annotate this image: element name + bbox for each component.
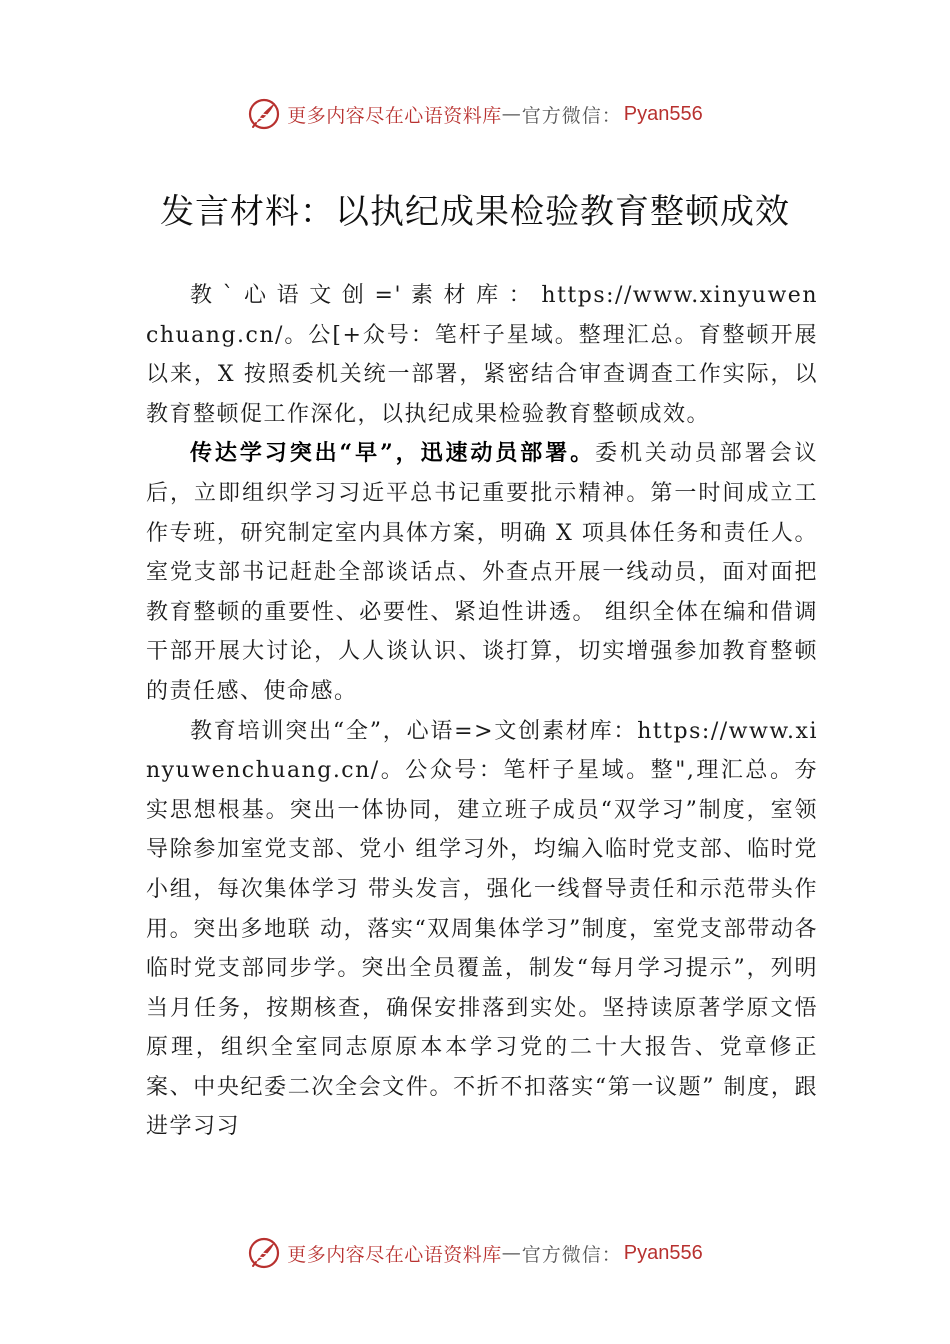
footer-banner	[0, 1233, 950, 1273]
footer-wechat-id: Pyan556	[623, 1241, 703, 1264]
header-wechat-label: 官方微信：	[521, 104, 622, 127]
paragraph-intro: 教 ` 心 语 文 创 =' 素 材 库 ： https://www.xinyuwenchuang.cn/。公[+众号：笔杆子星域。整理汇总。育整顿开展以来，X 按照委机关统一部署，紧密结合审查调查工作实际，以教育整顿促工作深化，以执纪成果检验教育整顿成效。	[146, 283, 818, 427]
footer-wechat-label: 官方微信：	[521, 1243, 622, 1266]
header-banner	[0, 94, 950, 134]
quill-pen-logo-icon	[247, 1236, 281, 1270]
paragraph-mobilization-heading: 传达学习突出“早”，迅速动员部署。	[190, 440, 596, 467]
header-separator: —	[501, 103, 522, 125]
document-title: 发言材料：以执纪成果检验教育整顿成效	[160, 192, 790, 232]
footer-separator: —	[501, 1242, 522, 1264]
paragraph-mobilization-body: 委机关动员部署会议后，立即组织学习习近平总书记重要批示精神。第一时间成立工作专班，研究制定室内具体方案，明确 X 项具体任务和责任人。室党支部书记赶赴全部谈话点、外查点开展一线动员，面对面把教育整顿的重要性、必要性、紧迫性讲透。 组织全体在编和借调干部开展大讨论，人人谈认识、谈打算，切实增强参加教育整顿的责任感、使命感。	[146, 441, 818, 704]
header-wechat-id: Pyan556	[623, 102, 703, 125]
header-promo-text: 更多内容尽在心语资料库	[287, 104, 502, 127]
quill-pen-logo-icon	[247, 97, 281, 131]
document-body	[146, 276, 818, 1147]
paragraph-mobilization	[146, 434, 818, 711]
paragraph-training: 教育培训突出“全”，心语=>文创素材库：https://www.xinyuwenchuang.cn/。公众号：笔杆子星域。整",理汇总。夯实思想根基。突出一体协同，建立班子成员“双学习”制度，室领导除参加室党支部、党小 组学习外，均编入临时党支部、临时党小组，每次集体学习 带头发言，强化一线督导责任和示范带头作用。突出多地联 动，落实“双周集体学习”制度，室党支部带动各临时党支部同步学。突出全员覆盖，制发“每月学习提示”，列明当月任务，按期核查，确保安排落到实处。坚持读原著学原文悟 原理，组织全室同志原原本本学习党的二十大报告、党章修正案、中央纪委二次全会文件。不折不扣落实“第一议题” 制度，跟进学习习	[146, 718, 818, 1140]
footer-promo-text: 更多内容尽在心语资料库	[287, 1243, 502, 1266]
